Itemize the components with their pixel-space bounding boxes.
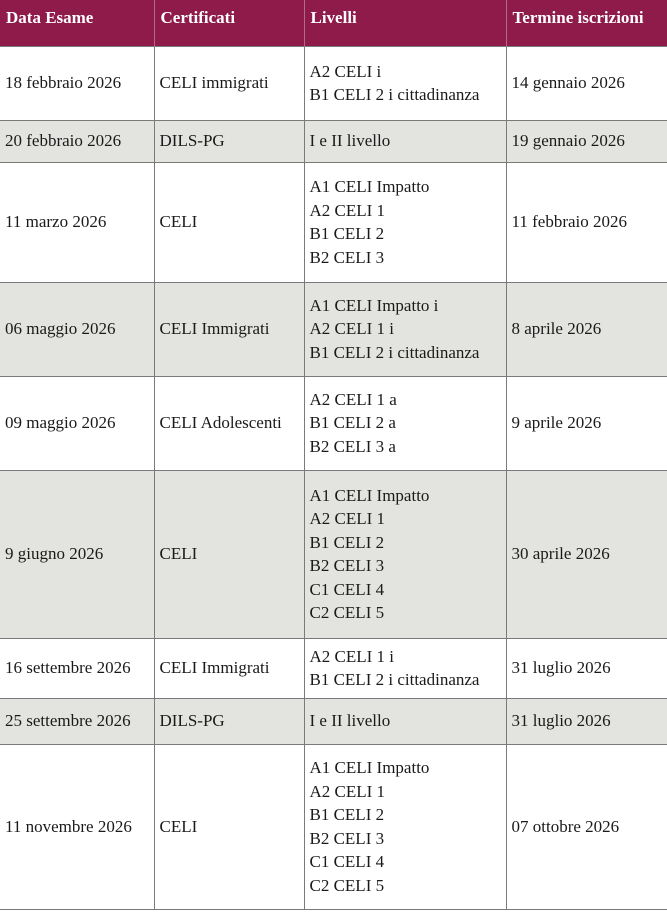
level-item: B1 CELI 2 a (309, 413, 396, 433)
levels-cell (304, 376, 506, 470)
levels-cell (304, 282, 506, 376)
certificate-cell: DILS-PG (154, 698, 304, 744)
level-item: B1 CELI 2 i cittadinanza (309, 342, 480, 362)
level-item: A1 CELI Impatto (309, 177, 430, 196)
registration-deadline-cell: 31 luglio 2026 (506, 638, 667, 698)
registration-deadline-cell: 8 aprile 2026 (506, 282, 667, 376)
certificate-cell: CELI Immigrati (154, 282, 304, 376)
table-row (0, 744, 667, 909)
exam-date-cell: 9 giugno 2026 (0, 470, 154, 638)
table-row (0, 282, 667, 376)
registration-deadline-cell: 07 ottobre 2026 (506, 744, 667, 909)
header-termine-iscrizioni: Termine iscrizioni (506, 0, 667, 46)
level-item: B1 CELI 2 i cittadinanza (309, 670, 480, 689)
exam-date-cell: 11 marzo 2026 (0, 162, 154, 282)
registration-deadline-cell: 30 aprile 2026 (506, 470, 667, 638)
level-item: A1 CELI Impatto (309, 485, 430, 505)
table-row (0, 698, 667, 744)
exam-date-cell: 25 settembre 2026 (0, 698, 154, 744)
exam-date-cell: 18 febbraio 2026 (0, 46, 154, 120)
header-data-esame: Data Esame (0, 0, 154, 46)
table-row (0, 638, 667, 698)
level-item: C1 CELI 4 (309, 852, 385, 871)
level-item: B2 CELI 3 a (309, 436, 396, 456)
table-header (0, 0, 667, 46)
certificate-cell: CELI Adolescenti (154, 376, 304, 470)
level-item: A2 CELI 1 (309, 781, 386, 801)
level-item: B2 CELI 3 (309, 247, 385, 267)
registration-deadline-cell: 19 gennaio 2026 (506, 120, 667, 162)
level-item: B2 CELI 3 (309, 556, 385, 575)
exam-date-cell: 09 maggio 2026 (0, 376, 154, 470)
certificate-cell: DILS-PG (154, 120, 304, 162)
level-item: C1 CELI 4 (309, 579, 385, 599)
header-certificati: Certificati (154, 0, 304, 46)
level-item: A2 CELI 1 i (309, 319, 395, 339)
level-item: A2 CELI 1 (309, 200, 386, 220)
levels-cell (304, 638, 506, 698)
exam-date-cell: 11 novembre 2026 (0, 744, 154, 909)
header-row (0, 0, 667, 46)
level-item: A2 CELI 1 a (309, 389, 397, 409)
exam-date-cell: 20 febbraio 2026 (0, 120, 154, 162)
table-body (0, 46, 667, 909)
levels-cell (304, 162, 506, 282)
level-item: I e II livello (309, 131, 391, 151)
levels-cell (304, 744, 506, 909)
levels-cell (304, 46, 506, 120)
certificate-cell: CELI Immigrati (154, 638, 304, 698)
certificate-cell: CELI (154, 744, 304, 909)
levels-cell (304, 120, 506, 162)
level-item: C2 CELI 5 (309, 875, 385, 895)
levels-cell (304, 470, 506, 638)
level-item: A2 CELI 1 i (309, 646, 395, 666)
level-item: B1 CELI 2 i cittadinanza (309, 85, 480, 104)
registration-deadline-cell: 14 gennaio 2026 (506, 46, 667, 120)
table-row (0, 376, 667, 470)
registration-deadline-cell: 31 luglio 2026 (506, 698, 667, 744)
level-item: I e II livello (309, 711, 391, 731)
level-item: B2 CELI 3 (309, 828, 385, 848)
exam-date-cell: 06 maggio 2026 (0, 282, 154, 376)
exam-date-cell: 16 settembre 2026 (0, 638, 154, 698)
table-row (0, 162, 667, 282)
table-row (0, 46, 667, 120)
level-item: A1 CELI Impatto (309, 758, 430, 777)
level-item: A2 CELI 1 (309, 509, 386, 528)
certificate-cell: CELI (154, 162, 304, 282)
level-item: C2 CELI 5 (309, 603, 385, 622)
registration-deadline-cell: 9 aprile 2026 (506, 376, 667, 470)
registration-deadline-cell: 11 febbraio 2026 (506, 162, 667, 282)
levels-cell (304, 698, 506, 744)
level-item: B1 CELI 2 (309, 532, 385, 552)
level-item: B1 CELI 2 (309, 224, 385, 243)
certificate-cell: CELI (154, 470, 304, 638)
level-item: A2 CELI i (309, 61, 382, 81)
level-item: A1 CELI Impatto i (309, 295, 439, 315)
table-row (0, 120, 667, 162)
level-item: B1 CELI 2 (309, 805, 385, 824)
certificate-cell: CELI immigrati (154, 46, 304, 120)
header-livelli: Livelli (304, 0, 506, 46)
table-row (0, 470, 667, 638)
